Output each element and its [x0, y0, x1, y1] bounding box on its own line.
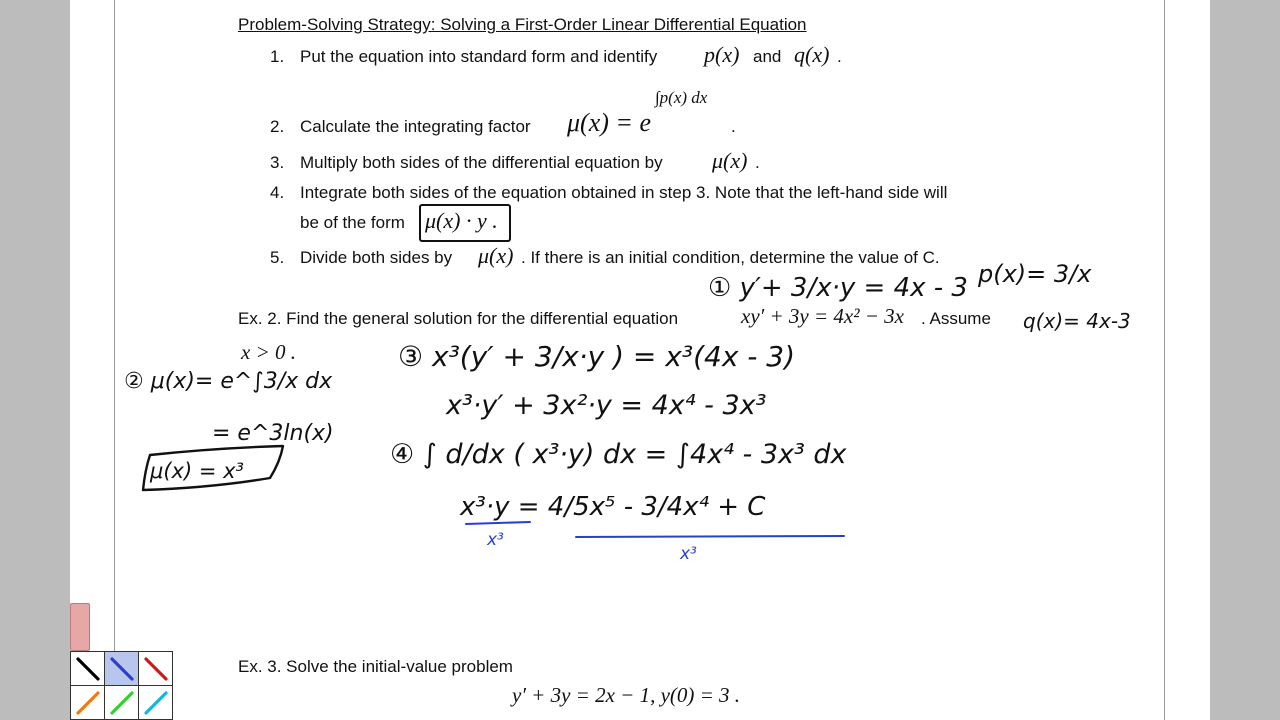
page-right-edge — [1164, 0, 1165, 720]
red-pen-icon — [139, 652, 173, 686]
ink-q-of-x: q(x)= 4x-3 — [1023, 309, 1131, 333]
step-5-number: 5. — [270, 248, 285, 267]
right-gray-margin — [1210, 0, 1280, 720]
example-2-condition: x > 0 . — [241, 340, 296, 364]
ink-step2-mu: ② μ(x)= e^∫3/x dx — [124, 369, 333, 394]
ink-step1-equation: ① y′+ 3/x·y = 4x - 3 — [708, 273, 968, 303]
step-4-text-line2: be of the form — [300, 213, 405, 232]
ink-step3-line1: ③ x³(y′ + 3/x·y ) = x³(4x - 3) — [398, 340, 796, 373]
step-1-end: . — [837, 47, 842, 66]
step-5-text: Divide both sides by — [300, 248, 453, 267]
example-3-equation: y′ + 3y = 2x − 1, y(0) = 3 . — [512, 683, 741, 707]
ink-step2-result: μ(x) = x³ — [150, 459, 244, 483]
page-left-edge — [114, 0, 115, 720]
step-2-number: 2. — [270, 117, 285, 136]
ink-p-of-x: p(x)= 3/x — [978, 260, 1092, 288]
ink-divide-left: x³ — [487, 530, 504, 550]
step-3-number: 3. — [270, 153, 285, 172]
step-1-and: and — [753, 47, 782, 66]
example-2-equation: xy′ + 3y = 4x² − 3x — [741, 304, 905, 328]
step-1-p-of-x: p(x) — [704, 42, 740, 67]
blue-pen-icon — [105, 652, 139, 686]
red-pen-button[interactable] — [139, 652, 173, 686]
orange-pen-button[interactable] — [71, 686, 105, 720]
orange-pen-icon — [71, 686, 105, 720]
step-1-q-of-x: q(x) — [794, 42, 830, 67]
step-4-handdrawn-box — [419, 204, 511, 242]
cyan-pen-icon — [139, 686, 173, 720]
black-pen-button[interactable] — [71, 652, 105, 686]
step-4-text: Integrate both sides of the equation obtained in step 3. Note that the left-hand side will — [300, 183, 948, 202]
step-2-mu-formula: μ(x) = e — [567, 108, 651, 137]
pen-palette — [70, 651, 173, 720]
ink-step3-line2: x³·y′ + 3x²·y = 4x⁴ - 3x³ — [446, 390, 767, 421]
step-3-end: . — [755, 153, 760, 172]
example-3-label: Ex. 3. Solve the initial-value problem — [238, 657, 513, 676]
palette-scroll-handle[interactable] — [70, 603, 90, 651]
ink-divide-right: x³ — [680, 544, 697, 564]
ink-step2-line2: = e^3ln(x) — [212, 421, 334, 446]
black-pen-icon — [71, 652, 105, 686]
step-5-mu: μ(x) — [478, 243, 514, 268]
step-1-text: Put the equation into standard form and identify — [300, 47, 658, 66]
step-2-end: . — [731, 117, 736, 136]
ink-step4-result: x³·y = 4/5x⁵ - 3/4x⁴ + C — [460, 492, 766, 522]
step-3-mu: μ(x) — [712, 148, 748, 173]
step-2-text: Calculate the integrating factor — [300, 117, 531, 136]
step-4-mu-y: μ(x) · y . — [425, 208, 498, 233]
green-pen-icon — [105, 686, 139, 720]
example-2-assume: . Assume — [921, 309, 991, 328]
step-3-text: Multiply both sides of the differential equation by — [300, 153, 663, 172]
blue-pen-button[interactable] — [105, 652, 139, 686]
green-pen-button[interactable] — [105, 686, 139, 720]
ink-step4-line: ④ ∫ d/dx ( x³·y) dx = ∫4x⁴ - 3x³ dx — [390, 439, 847, 470]
step-5-text-2: . If there is an initial condition, determine the value of C. — [521, 248, 940, 267]
step-1-number: 1. — [270, 47, 285, 66]
example-2-label: Ex. 2. Find the general solution for the differential equation — [238, 309, 679, 328]
strategy-title: Problem-Solving Strategy: Solving a First-Order Linear Differential Equation — [238, 15, 807, 34]
cyan-pen-button[interactable] — [139, 686, 173, 720]
step-4-number: 4. — [270, 183, 285, 202]
left-gray-margin — [0, 0, 70, 720]
step-2-exponent: ∫p(x) dx — [655, 88, 708, 107]
